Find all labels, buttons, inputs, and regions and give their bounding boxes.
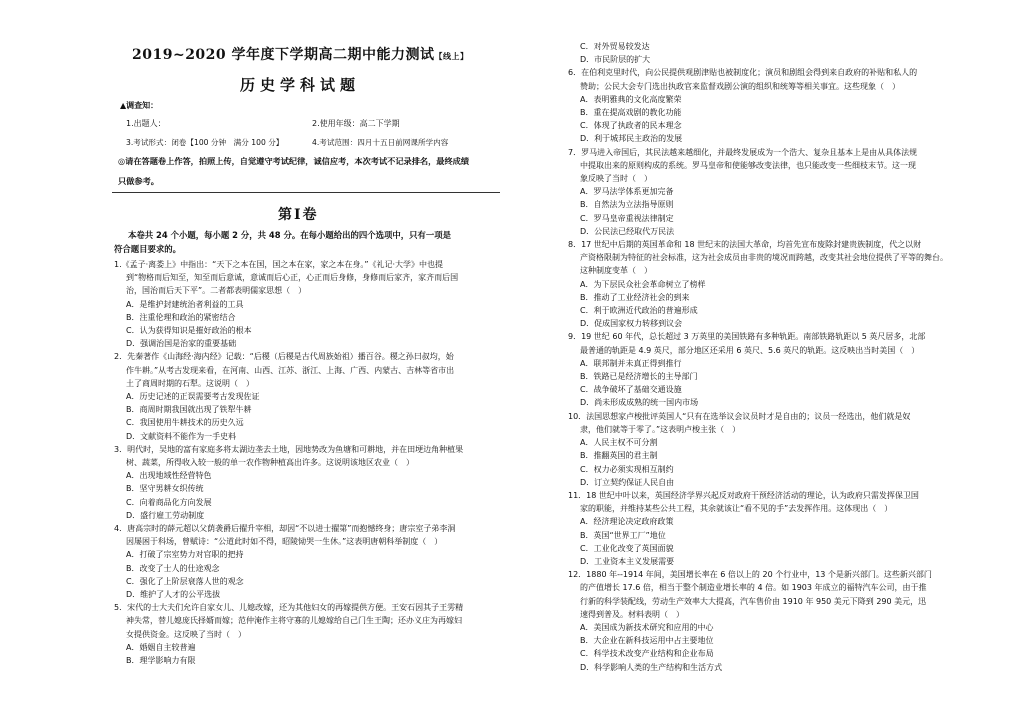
question-stem-line: 这种制度变革（ ） <box>580 266 652 276</box>
question-stem-line: 12．1880 年--1914 年间，美国增长率在 6 倍以上的 20 个行业中，13 个是新兴部门。这些新兴部门 <box>568 570 932 580</box>
answer-option: B．大企业在新科技运用中占主要地位 <box>580 636 714 646</box>
question-stem-line: 象反映了当时（ ） <box>580 174 652 184</box>
answer-option: A．打破了宗室势力对官职的把持 <box>126 550 244 560</box>
left-question-list <box>114 258 500 667</box>
question-stem-line: 作牛耕。”从考古发现来看，在河南、山西、江苏、浙江、上海、广西、内蒙古、吉林等省市出 <box>126 365 455 375</box>
answer-option: A．历史记述的正误需要考古发现佐证 <box>126 392 260 402</box>
answer-option: D．公民法已经取代万民法 <box>580 226 675 236</box>
exam-title-text: 2019~2020 学年度下学期高二期中能力测试 <box>132 47 435 63</box>
field-format: 3.考试形式：闭卷【100 分钟 满分 100 分】 <box>126 138 284 147</box>
question-stem-line: 5．宋代的士大夫们允许自家女儿、儿媳改嫁，还为其他妇女的再嫁提供方便。王安石因其子王雱精 <box>114 603 464 613</box>
question-stem-line: 6．在伯利克里时代，向公民提供观剧津贴也被制度化；演员和剧组会得到来自政府的补贴和私人的 <box>568 68 918 78</box>
question-stem-line: 到“物格而后知至，知至而后意诚，意诚而后心正，心正而后身修，身修而后家齐，家齐而后国 <box>126 273 459 283</box>
exam-title <box>132 44 469 64</box>
answer-option: C．权力必须实现相互制约 <box>580 464 674 474</box>
answer-option: D．强调治国是治家的重要基础 <box>126 339 237 349</box>
answer-option: B．英国“世界工厂”地位 <box>580 530 666 540</box>
question-block <box>568 568 970 674</box>
answer-option: D．订立契约保证人民自由 <box>580 477 675 487</box>
answer-option: C．工业化改变了英国面貌 <box>580 543 674 553</box>
answer-option: A．罗马法学体系更加完备 <box>580 187 674 197</box>
answer-option: C．强化了上阶层衰落人世的观念 <box>126 576 244 586</box>
answer-option: B．推动了工业经济社会的到来 <box>580 292 690 302</box>
answer-option: B．注重伦理和政治的紧密结合 <box>126 312 236 322</box>
notice-heading: ▲调查知： <box>120 101 159 110</box>
answer-option: D．文献资料不能作为一手史料 <box>126 431 237 441</box>
question-stem-line: 土了商周时期的石犁。这说明（ ） <box>126 378 254 388</box>
section-instruction-1: 本卷共 24 个小题，每小题 2 分，共 48 分。在每小题给出的四个选项中，只有一项是 <box>128 230 452 240</box>
answer-option: B．坚守男耕女织传统 <box>126 484 204 494</box>
answer-option: A．美国成为新技术研究和应用的中心 <box>580 622 714 632</box>
question-stem-line: 1.《孟子·离娄上》中指出：“天下之本在国，国之本在家，家之本在身。”《礼记·大学》中也提 <box>114 260 444 269</box>
question-block <box>568 238 970 330</box>
question-block <box>568 489 970 568</box>
question-stem-line: 家的职能，并维持某些公共工程，其余就该让“看不见的手”去发挥作用。这体现出（ ） <box>580 504 893 514</box>
answer-option: A．为下层民众社会革命树立了榜样 <box>580 279 706 289</box>
question-stem-line: 隶，他们就等于零了。”这表明卢梭主张（ ） <box>580 424 741 434</box>
answer-option: A．联邦制并未真正得到推行 <box>580 358 682 368</box>
exam-title-tag: 【线上】 <box>434 51 469 61</box>
question-stem-line: 治，国治而后天下平”。二者都表明儒家思想（ ） <box>126 286 307 296</box>
answer-option: B．商周时期我国就出现了铁犁牛耕 <box>126 405 252 415</box>
question-block <box>114 258 500 350</box>
field-grade: 2.使用年级：高二下学期 <box>312 119 400 128</box>
question-stem-line: 因屡困于科场，曾赋诗：“公道此时如不得，昭陵恸哭一生休。”这表明唐朝科举制度（ ） <box>126 537 443 547</box>
question-stem-line: 的产值增长 17.6 倍，相当于整个制造业增长率的 4 倍。如 1903 年成立的福特汽车公司，由于推 <box>580 583 927 593</box>
question-stem-line: 10．法国思想家卢梭批评英国人“只有在选举议会议员时才是自由的；议员一经选出，他们就是奴 <box>568 411 911 421</box>
warning-line-1: ◎请在答题卷上作答，拍照上传，自觉遵守考试纪律，诚信应考，本次考试不记录排名，最终成绩 <box>118 156 470 166</box>
answer-option: A．婚姻自主较普遍 <box>126 642 196 652</box>
question-stem-line: 中提取出来的原则构成的系统。罗马皇帝和使能够改变法律，也只能改变一些细枝末节。这一现 <box>580 160 916 170</box>
answer-option: D．促成国家权力转移到议会 <box>580 319 683 329</box>
subject-title: 历史学科试题 <box>240 76 361 94</box>
question-stem-line: 女提供资金。这反映了当时（ ） <box>126 629 246 639</box>
question-block <box>568 146 970 238</box>
answer-option: D．维护了人才的公平选拔 <box>126 590 221 600</box>
answer-option: B．自然法为立法指导原则 <box>580 200 674 210</box>
question-block <box>568 330 970 409</box>
question-block <box>114 522 500 601</box>
header-divider <box>112 192 500 193</box>
answer-option: B．改变了士人的仕途观念 <box>126 563 220 573</box>
question-stem-line: 9．19 世纪 60 年代，总长超过 3 万英里的美国铁路有多种轨距。南部铁路轨距以 5 英尺居多，北部 <box>568 332 926 342</box>
question-stem-line: 最普通的轨距是 4.9 英尺，部分地区还采用 6 英尺、5.6 英尺的轨距。这反映出当时美国（ ） <box>580 345 920 355</box>
question-block <box>114 350 500 442</box>
answer-option: B．重在提高戏剧的教化功能 <box>580 108 682 118</box>
answer-option: C．利于欧洲近代政治的普遍形成 <box>580 306 698 316</box>
answer-option: A．是维护封建统治者利益的工具 <box>126 299 244 309</box>
question-stem-line: 8．17 世纪中后期的英国革命和 18 世纪末的法国大革命，均首先宣布废除封建贵族制度，代之以财 <box>568 240 922 250</box>
answer-option: C．科学技术改变产业结构和企业布局 <box>580 649 714 659</box>
question-block <box>114 601 500 667</box>
warning-line-2: 只做参考。 <box>118 176 159 186</box>
question-block <box>568 66 970 145</box>
question-stem-line: 速得到普及。材料表明（ ） <box>580 609 684 619</box>
answer-option: D．盛行雇工劳动制度 <box>126 510 205 520</box>
question-stem-line: 行新的科学装配线，劳动生产效率大大提高，汽车售价由 1910 年 950 美元下降到 290 美元，迅 <box>580 596 927 606</box>
question-stem-line: 产资格限制为特征的社会标准，这为社会成员由非贵的境况而跨越，改变其社会地位提供了平等的舞台。 <box>580 253 948 263</box>
answer-option: A．表明雅典的文化高度繁荣 <box>580 94 682 104</box>
field-author: 1.出题人： <box>126 119 166 128</box>
answer-option: A．人民主权不可分割 <box>580 438 658 448</box>
answer-option: D．利于城邦民主政治的发展 <box>580 134 683 144</box>
question-block <box>568 40 970 66</box>
answer-option: B．推翻英国的君主制 <box>580 451 658 461</box>
answer-option: C．罗马皇帝重视法律制定 <box>580 213 674 223</box>
question-block <box>568 410 970 489</box>
section-title: 第Ⅰ卷 <box>278 207 319 223</box>
question-stem-line: 树、蔬菜，所得收入较一般的单一农作物种植高出许多。这说明该地区农业（ ） <box>126 458 414 468</box>
question-block <box>114 443 500 522</box>
answer-option: B．铁路已是经济增长的主导部门 <box>580 372 698 382</box>
answer-option: D．科学影响人类的生产结构和生活方式 <box>580 662 723 672</box>
question-stem-line: 4．唐高宗时的薛元超以父荫袭爵后擢升宰相，却因“不以进士擢第”而抱憾终身；唐宗室子弟李洞 <box>114 524 456 534</box>
question-stem-line: 赞助；公民大会专门选出执政官来监督戏剧公演的组织和统筹等相关事宜。这些现象（ ） <box>580 81 900 91</box>
answer-option: C．体现了执政者的民本理念 <box>580 121 682 131</box>
answer-option: D．工业资本主义发展需要 <box>580 556 675 566</box>
question-stem-line: 7．罗马进入帝国后，其民法越来越细化，并最终发展成为一个浩大、复杂且基本上是由从具体法规 <box>568 147 918 157</box>
field-scope: 4.考试范围：四月十五日前网课所学内容 <box>312 138 449 147</box>
question-stem-line: 11．18 世纪中叶以来，英国经济学界兴起反对政府干预经济活动的理论，认为政府只需发挥保卫国 <box>568 490 919 500</box>
answer-option: A．经济理论决定政府政策 <box>580 517 674 527</box>
answer-option: C．向着商品化方向发展 <box>126 497 212 507</box>
right-question-list <box>568 40 970 674</box>
answer-option: B．理学影响力有限 <box>126 656 196 666</box>
answer-option: D．尚未形成成熟的统一国内市场 <box>580 398 699 408</box>
question-stem-line: 神失常，替儿媳庞氏择婿而嫁；范仲淹作主将守寡的儿媳嫁给自己门生王陶；还办义庄为再嫁妇 <box>126 616 462 626</box>
answer-option: C．对外贸易较发达 <box>580 42 650 51</box>
answer-option: A．出现地域性经营特色 <box>126 471 212 481</box>
answer-option: C．战争破坏了基础交通设施 <box>580 385 682 395</box>
question-stem-line: 2．先秦著作《山海经·海内经》记载：“后稷（后稷是古代周族始祖）播百谷。稷之孙曰叔均，始 <box>114 352 454 362</box>
answer-option: D．市民阶层的扩大 <box>580 55 651 65</box>
answer-option: C．认为获得知识是摧好政治的根本 <box>126 326 252 336</box>
answer-option: C．我国使用牛耕技术的历史久远 <box>126 418 244 428</box>
question-stem-line: 3．明代时，吴地的富有家庭多将太湖边垄去土地，因地势改为鱼塘和可耕地，并在田埂边角种植果 <box>114 444 464 454</box>
section-instruction-2: 符合题目要求的。 <box>114 244 181 254</box>
